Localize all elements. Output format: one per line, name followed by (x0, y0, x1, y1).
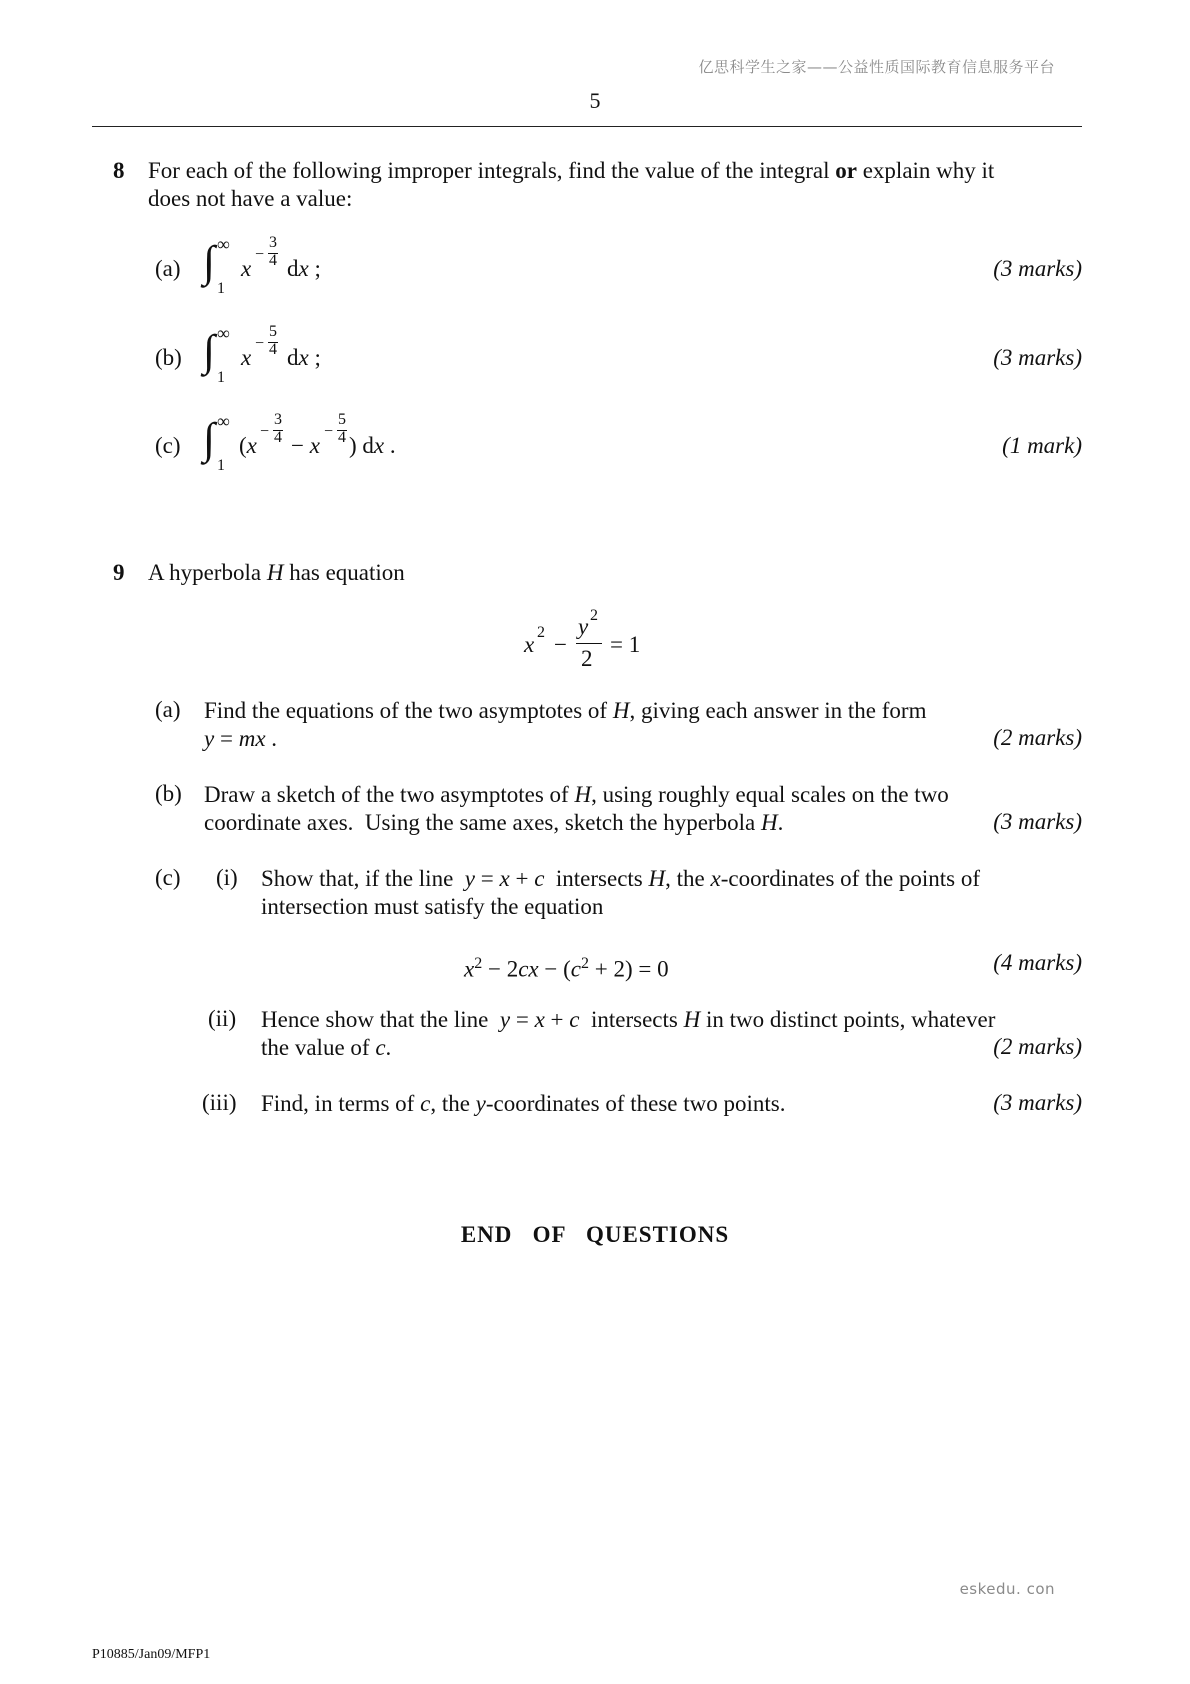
differential: dx ; (287, 345, 321, 370)
q9c-label: (c) (155, 865, 181, 890)
upper-limit: ∞ (217, 323, 230, 343)
q8a-integral (203, 236, 323, 300)
q9b-marks: (3 marks) (993, 809, 1082, 834)
exponent-minus: − (255, 246, 265, 263)
equation-fraction-bar (576, 643, 602, 644)
lower-limit: 1 (217, 280, 225, 297)
lower-limit: 1 (217, 457, 225, 474)
paper-code: P10885/Jan09/MFP1 (92, 1647, 211, 1662)
question-8-intro-line2: does not have a value: (148, 186, 353, 211)
hyperbola-equation (520, 607, 670, 674)
exponent-denominator: 4 (269, 341, 277, 358)
q9a-label: (a) (155, 697, 181, 722)
q9ciii-marks: (3 marks) (993, 1090, 1082, 1115)
q9cii-label: (ii) (208, 1006, 237, 1031)
q9ciii-label: (iii) (202, 1090, 237, 1115)
minus-sign: − x (291, 433, 320, 458)
end-of-questions: END OF QUESTIONS (460, 1222, 730, 1247)
q8c-marks: (1 mark) (1002, 433, 1082, 458)
exponent-numerator: 5 (338, 411, 346, 428)
q9a-marks: (2 marks) (993, 725, 1082, 750)
q8b-marks: (3 marks) (993, 345, 1082, 370)
q8c-integral (203, 413, 423, 477)
exponent-denominator: 4 (269, 252, 277, 269)
upper-limit: ∞ (217, 234, 230, 254)
lower-limit: 1 (217, 369, 225, 386)
watermark-top: 亿思科学生之家——公益性质国际教育信息服务平台 (698, 58, 1055, 76)
q9b-line2: coordinate axes. Using the same axes, sketch the hyperbola H. (204, 810, 784, 835)
q9b-line1: Draw a sketch of the two asymptotes of H, using roughly equal scales on the two (204, 782, 949, 807)
q9ci-marks: (4 marks) (993, 950, 1082, 975)
q9cii-line2: the value of c. (261, 1035, 392, 1060)
q9a-line1: Find the equations of the two asymptotes of H, giving each answer in the form (204, 698, 927, 723)
exponent-minus: − (255, 335, 265, 352)
q9cii-marks: (2 marks) (993, 1034, 1082, 1059)
equation-x-power: 2 (537, 624, 545, 641)
header-rule (92, 126, 1082, 127)
q8b-integral (203, 325, 323, 389)
equation-denominator: 2 (581, 646, 593, 671)
q9b-label: (b) (155, 781, 182, 806)
question-9-intro: A hyperbola H has equation (148, 560, 405, 585)
exponent-denominator: 4 (338, 429, 346, 446)
q9ciii-line1: Find, in terms of c, the y-coordinates of these two points. (261, 1091, 786, 1116)
exponent-minus: − (324, 423, 334, 440)
open-paren: (x (239, 433, 257, 458)
q9ci-line2: intersection must satisfy the equation (261, 894, 604, 919)
exponent-numerator: 5 (269, 323, 277, 340)
upper-limit: ∞ (217, 411, 230, 431)
q8a-marks: (3 marks) (993, 256, 1082, 281)
q9ci-label: (i) (216, 865, 238, 890)
integral-sign: ∫ (203, 414, 216, 463)
q9ci-equation: $x^2 - 2cx - (c^2 + 2) = 0$ (464, 955, 669, 982)
question-8-intro-line1: For each of the following improper integrals, find the value of the integral or explain why it (148, 158, 995, 183)
integral-sign: ∫ (203, 326, 216, 375)
integrand: x (241, 256, 252, 281)
differential: dx ; (287, 256, 321, 281)
equation-x: x (524, 632, 535, 657)
q9a-line2: y = mx . (204, 726, 278, 751)
exponent-denominator: 4 (274, 429, 282, 446)
equation-y-power: 2 (590, 607, 598, 624)
exponent-numerator: 3 (269, 234, 277, 251)
question-8-number: 8 (113, 158, 125, 183)
differential: ) dx . (349, 433, 396, 458)
q8b-label: (b) (155, 345, 182, 370)
exponent-numerator: 3 (274, 411, 282, 428)
q8c-label: (c) (155, 433, 181, 458)
page-number: 5 (589, 88, 601, 113)
q9cii-line1: Hence show that the line y = x + c intersects H in two distinct points, whatever (261, 1007, 996, 1032)
exponent-minus: − (260, 423, 270, 440)
q8a-label: (a) (155, 256, 181, 281)
integrand: x (241, 345, 252, 370)
watermark-bottom: eskedu. con (959, 1580, 1055, 1598)
equation-numerator-y: y (578, 614, 589, 639)
question-9-number: 9 (113, 560, 125, 585)
integral-sign: ∫ (203, 237, 216, 286)
equation-minus: − (554, 632, 567, 657)
equation-rhs: = 1 (610, 632, 641, 657)
q9ci-line1: Show that, if the line y = x + c intersects H, the x-coordinates of the points of (261, 866, 981, 891)
